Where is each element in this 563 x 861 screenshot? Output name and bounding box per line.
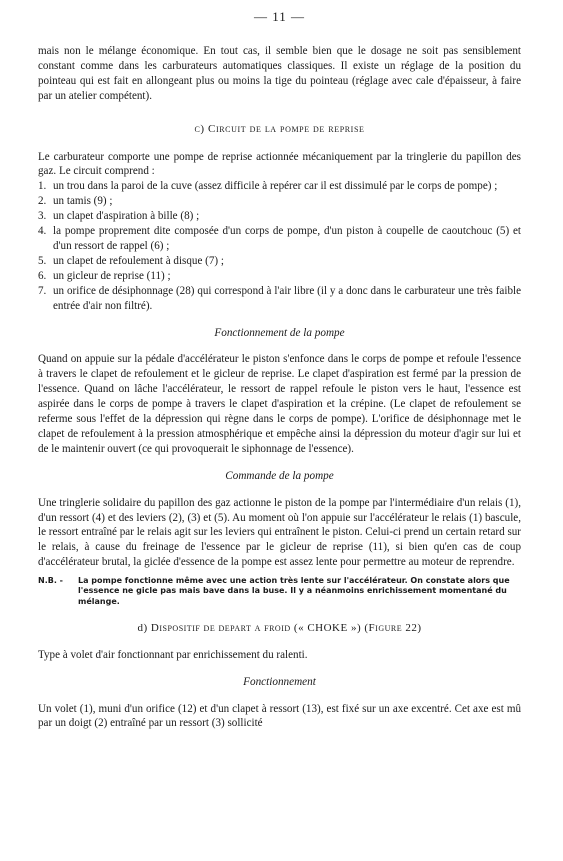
pump-control-paragraph: Une tringlerie solidaire du papillon des gaz actionne le piston de la pompe par l'intermédiaire d'un relais (1), d'un ressort (4) et des leviers (2), (3) et (5). Au moment où l'on appuie sur l'accélérateur le relais (1) bascule, le ressort entraîné par le relais agit sur les leviers qui entraînent le piston. Celui-ci prend un certain retard sur le relais, à cause du freinage de l'essence par le gicleur de reprise (11), si bien qu'en cas de coup d'accélérateur brutal, la giclée d'essence de la pompe est assez lente pour permettre au moteur de reprendre. xyxy=(38,496,521,569)
note-label: N.B. - xyxy=(38,576,63,586)
list-item-number: 3. xyxy=(38,210,47,223)
note-text: La pompe fonctionne même avec une action très lente sur l'accélérateur. On constate alors que l'essence ne gicle pas mais bave dans la buse. Il y a néanmoins enrichissement momentané du mélange. xyxy=(78,576,510,606)
document-page xyxy=(38,8,521,731)
list-item-text: un trou dans la paroi de la cuve (assez difficile à repérer car il est dissimulé par le corps de pompe) ; xyxy=(53,180,498,193)
intro-paragraph: mais non le mélange économique. En tout cas, il semble bien que le dosage ne soit pas sensiblement constant comme dans les carburateurs automatiques classiques. Il existe un réglage de la position du pointeau qui est fait en allongeant plus ou moins la tige du pointeau (réglage avec cale d'épaisseur, à faire par un atelier compétent). xyxy=(38,45,521,102)
section-c-heading: c) Circuit de la pompe de reprise xyxy=(194,122,365,135)
list-item-number: 2. xyxy=(38,195,47,208)
page-number: — 11 — xyxy=(253,9,306,24)
list-item-number: 4. xyxy=(38,225,47,238)
list-item xyxy=(38,254,521,269)
nb-note xyxy=(38,576,521,607)
list-item-text: un gicleur de reprise (11) ; xyxy=(53,269,171,282)
section-d-intro: Type à volet d'air fonctionnant par enrichissement du ralenti. xyxy=(38,648,308,661)
list-item-text: un clapet d'aspiration à bille (8) ; xyxy=(53,210,200,223)
list-item xyxy=(38,284,521,314)
section-d-figure-ref: (Figure 22) xyxy=(364,621,422,634)
operation-paragraph: Un volet (1), muni d'un orifice (12) et d'un clapet à ressort (13), est fixé sur un axe excentré. Cet axe est mû par un doigt (2) entraîné par un ressort (3) sollicité xyxy=(38,702,521,730)
list-item xyxy=(38,194,521,209)
list-item-number: 5. xyxy=(38,254,47,267)
list-item-number: 1. xyxy=(38,180,47,193)
section-d-prefix: d) xyxy=(137,621,148,634)
list-item-text: la pompe proprement dite composée d'un corps de pompe, d'un piston à coupelle de caoutchouc (5) et d'un ressort de rappel (6) ; xyxy=(53,225,521,252)
section-d-title: Dispositif de depart a froid xyxy=(150,621,291,634)
pump-circuit-list xyxy=(38,179,521,313)
section-d-choke: (« CHOKE ») xyxy=(293,621,362,634)
list-item-text: un clapet de refoulement à disque (7) ; xyxy=(53,254,224,267)
section-c-intro: Le carburateur comporte une pompe de reprise actionnée mécaniquement par la tringlerie du papillon des gaz. Le circuit comprend : xyxy=(38,150,521,178)
list-item xyxy=(38,224,521,254)
pump-control-heading: Commande de la pompe xyxy=(225,469,334,482)
pump-operation-paragraph: Quand on appuie sur la pédale d'accélérateur le piston s'enfonce dans le corps de pompe et refoule l'essence à travers le clapet de refoulement et le gicleur de reprise. Le clapet d'aspiration est fermé par la pression de l'essence. Quand on lâche l'accélérateur, le ressort de rappel refoule le piston vers le haut, l'essence est aspirée dans le corps de pompe à travers le clapet d'aspiration et la crépine. (Le clapet de refoulement se referme sous l'effet de la dépression qui règne dans le corps de pompe). L'orifice de désiphonnage met le clapet de refoulement à la pression atmosphérique et empêche ainsi la dépression du moteur d'agir sur lui et de le maintenir ouvert (ce qui provoquerait le siphonnage de l'essence). xyxy=(38,353,521,455)
list-item xyxy=(38,269,521,284)
list-item-text: un tamis (9) ; xyxy=(53,195,113,208)
list-item-number: 7. xyxy=(38,284,47,297)
list-item xyxy=(38,209,521,224)
pump-operation-heading: Fonctionnement de la pompe xyxy=(214,326,345,339)
operation-heading: Fonctionnement xyxy=(243,675,316,688)
section-d-heading xyxy=(38,621,521,636)
list-item xyxy=(38,179,521,194)
list-item-number: 6. xyxy=(38,269,47,282)
list-item-text: un orifice de désiphonnage (28) qui correspond à l'air libre (il y a donc dans le carburateur une très faible entrée d'air non filtré). xyxy=(53,284,521,312)
